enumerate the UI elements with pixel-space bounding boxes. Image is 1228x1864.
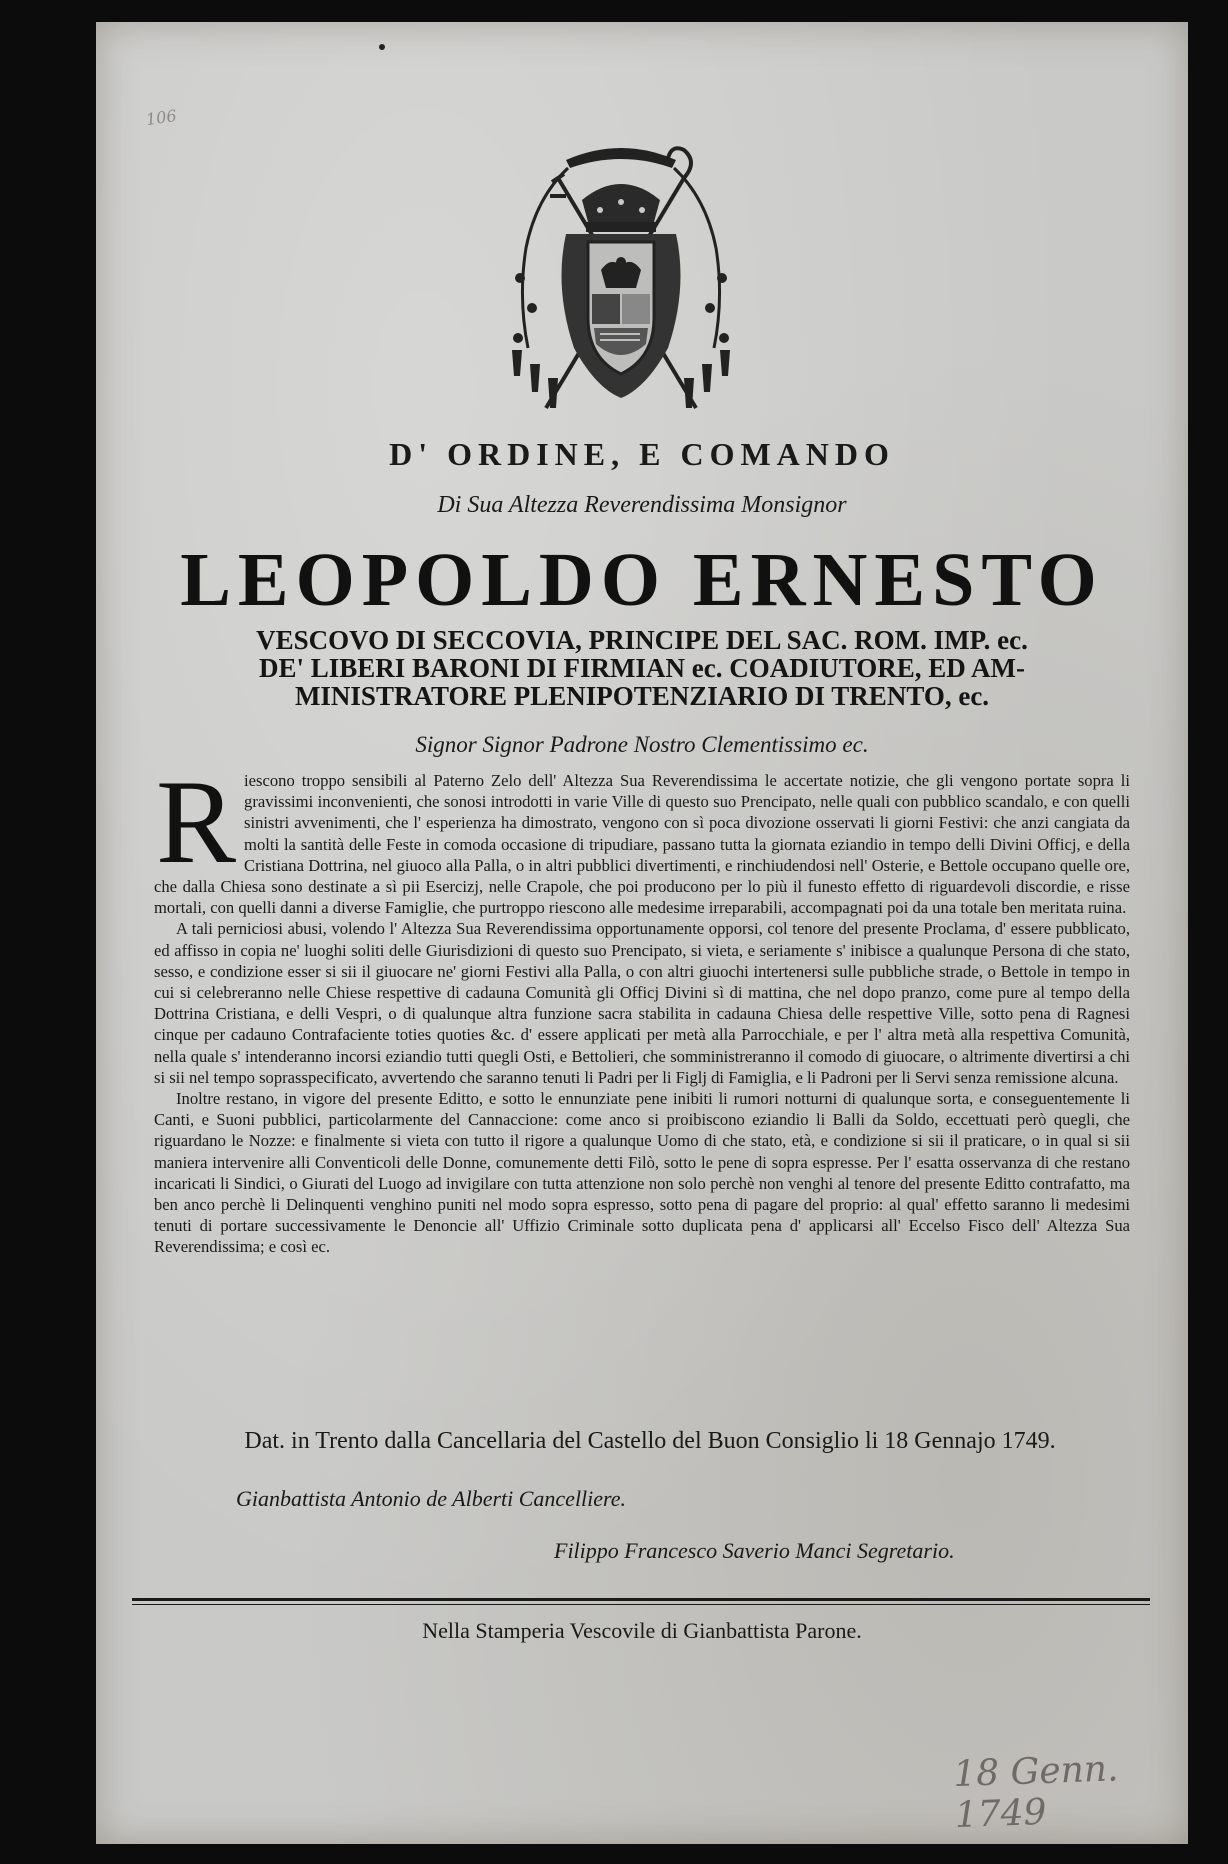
divider-rule-thin — [132, 1604, 1150, 1605]
coat-of-arms-emblem — [496, 138, 746, 434]
paragraph-1: iescono troppo sensibili al Paterno Zelo dell' Altezza Sua Reverendissima le accertate notizie, che gli vengono portate sopra li gravissimi inconvenienti, che sonosi introdotti in varie Ville di questo suo Prencipato, nelle quali con pubblico scandalo, e con quelli sinistri avvenimenti, che l' esperienza ha dimostrato, vengono con sì poca divozione osservati li giorni Festivi: che anzi cangiata da molti la santità delle Feste in comoda occasione di tripudiare, passano tutta la giornata eziandio in tempo delli Divini Officj, e della Cristiana Dottrina, nel giuoco alla Palla, o in altri pubblici divertimenti, e rinchiudendosi nell' Osterie, e Bettole occupano quelle ore, che dalla Chiesa sono destinate a sì pii Esercizj, nelle Crapole, che poi producono per lo più il funesto effetto di riguardevoli discordie, e risse mortali, con quelli danni a diverse Famiglie, che purtroppo riescono alle medesime irreparabili, accompagnati poi da una totale ben meritata ruina. — [154, 771, 1130, 918]
drop-capital: R — [156, 755, 237, 888]
date-line: Dat. in Trento dalla Cancellaria del Castello del Buon Consiglio li 18 Gennajo 1749. — [244, 1428, 1056, 1454]
signature-chancellor: Gianbattista Antonio de Alberti Cancelliere. — [236, 1486, 627, 1511]
title-line-2: DE' LIBERI BARONI DI FIRMIAN ec. COADIUTORE, ED AM- — [258, 653, 1026, 683]
signature-secretary: Filippo Francesco Saverio Manci Segretario. — [554, 1538, 955, 1563]
heading-signor: Signor Signor Padrone Nostro Clementissimo ec. — [415, 732, 869, 757]
title-line-1: VESCOVO DI SECCOVIA, PRINCIPE DEL SAC. ROM. IMP. ec. — [256, 625, 1028, 655]
proclamation-body — [154, 755, 1130, 1258]
pin-hole — [379, 44, 385, 50]
heading-titles — [126, 626, 1158, 710]
title-line-3: MINISTRATORE PLENIPOTENZIARIO DI TRENTO, ec. — [294, 681, 990, 711]
printer-imprint: Nella Stamperia Vescovile di Gianbattista Parone. — [422, 1618, 862, 1643]
divider-rule — [132, 1598, 1150, 1601]
pencil-annotation-bottom: 18 Genn. 1749 — [952, 1748, 1120, 1837]
document-sheet — [96, 22, 1188, 1844]
heading-name: LEOPOLDO ERNESTO — [180, 538, 1104, 622]
heading-order: D' ORDINE, E COMANDO — [389, 436, 895, 472]
paragraph-3: Inoltre restano, in vigore del presente Editto, e sotto le ennunziate pene inibiti li rumori notturni di qualunque sorta, e conseguentemente li Canti, e Suoni pubblici, particolarmente del Cannaccione: come anco si proibiscono eziandio li Balli da Soldo, eccettuati però quegli, che riguardano le Nozze: e finalmente si vieta con tutto il rigore a qualunque Uomo di che stato, età, e condizione si sii il praticare, o in qual si sii maniera intervenire alli Conventicoli delle Donne, comunemente detti Filò, sotto le pene di sopra espresse. Per l' esatta osservanza di che restano incaricati li Sindici, o Giurati del Luogo ad invigilare con tutta attenzione non solo perchè non venghi al tenore del presente Editto contrafatto, ma ben anco perchè li Delinquenti venghino puniti nel modo sopra espresso, sotto pena di pagare del proprio: al qual' effetto saranno li medesimi tenuti di portare successivamente le Denoncie all' Uffizio Criminale sotto duplicata pena d' applicarsi all' Eccelso Fisco dell' Altezza Sua Reverendissima; e così ec. — [154, 1089, 1130, 1257]
pencil-annotation-top: 106 — [144, 105, 178, 130]
heading-highness: Di Sua Altezza Reverendissima Monsignor — [437, 492, 847, 518]
paragraph-2: A tali perniciosi abusi, volendo l' Altezza Sua Reverendissima opportunamente opporsi, col tenore del presente Proclama, d' essere pubblicato, ed affisso in copia ne' luoghi soliti delle Giurisdizioni di questo suo Prencipato, si vieta, e seriamente s' inibisce a qualunque Persona di che stato, sesso, e condizione esser si sii il giuocare ne' giorni Festivi alla Palla, o con altri giuochi intertenersi sulle pubbliche strade, o Bettole in tempo in cui si celebreranno nelle Chiese respettive di cadauna Comunità gli Officj Divini sì di mattina, che nel dopo pranzo, come pure al tempo della Dottrina Cristiana, e delli Vespri, o di qualunque altra funzione sacra stabilita in cadauna Chiesa delle respettive Ville, sotto pena di Ragnesi cinque per cadauno Contrafaciente toties quoties &c. d' essere applicati per metà alla Parrocchiale, e per l' altra metà alla respettiva Comunità, nella quale s' intenderanno incorsi eziandio tutti quegli Osti, e Bettolieri, che somministreranno il comodo di giuocare, o altrimente divertirsi a chi si sii nel tempo soprasspecificato, avvertendo che saranno tenuti li Padri per li Figlj di Famiglia, e li Padroni per li Servi senza remissione alcuna. — [154, 919, 1130, 1087]
